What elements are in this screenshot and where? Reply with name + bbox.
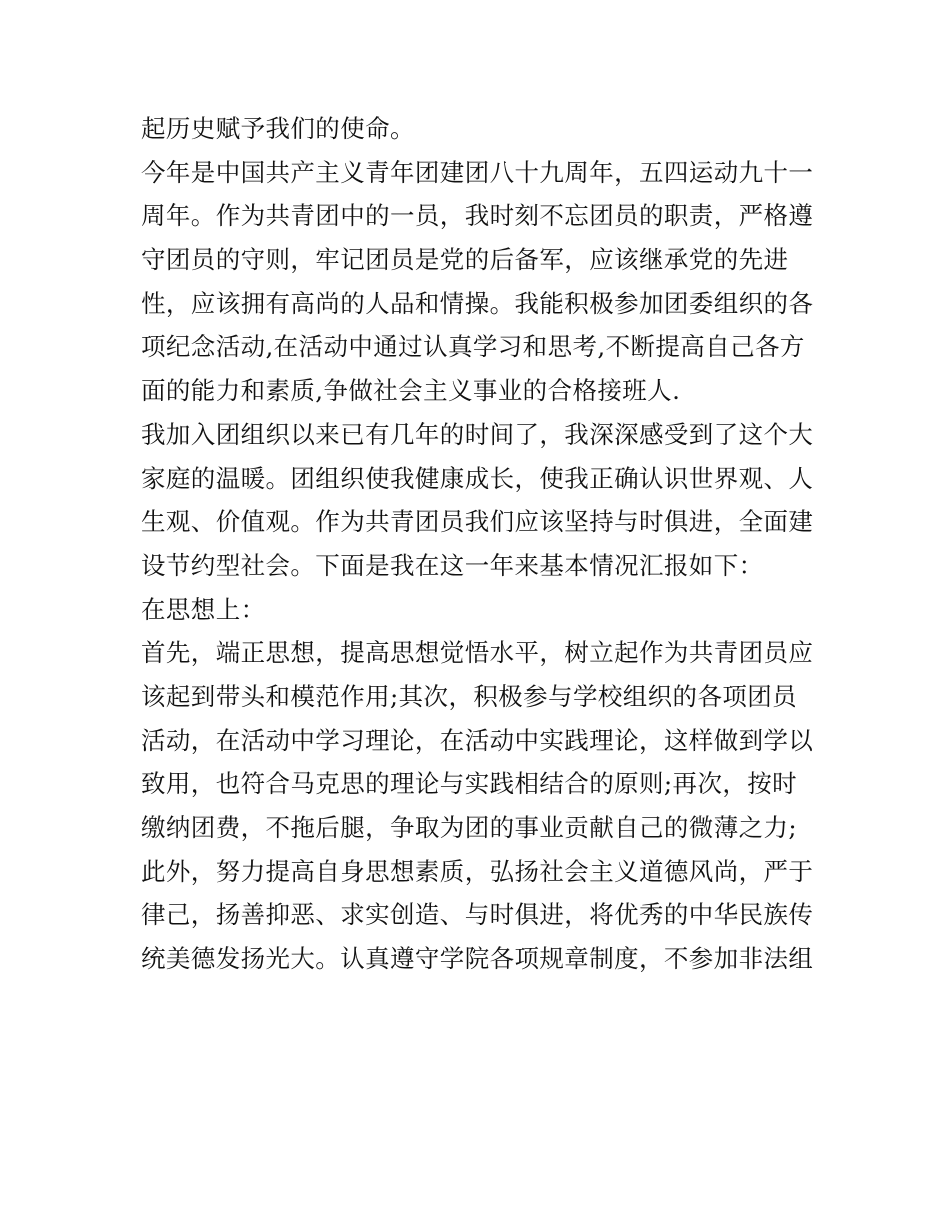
- text-line: 周年。作为共青团中的一员，我时刻不忘团员的职责，严格遵: [141, 201, 814, 231]
- text-line: 面的能力和素质,争做社会主义事业的合格接班人.: [141, 376, 681, 406]
- text-line: 活动，在活动中学习理论，在活动中实践理论，这样做到学以: [141, 725, 814, 755]
- text-line: 生观、价值观。作为共青团员我们应该坚持与时俱进，全面建: [141, 507, 814, 537]
- text-line: 守团员的守则，牢记团员是党的后备军，应该继承党的先进: [141, 245, 789, 275]
- text-line: 此外，努力提高自身思想素质，弘扬社会主义道德风尚，严于: [141, 856, 814, 886]
- text-line: 起历史赋予我们的使命。: [141, 114, 415, 143]
- text-line: 项纪念活动,在活动中通过认真学习和思考,不断提高自己各方: [141, 332, 805, 362]
- text-line: 该起到带头和模范作用;其次，积极参与学校组织的各项团员: [141, 681, 798, 711]
- text-line: 首先，端正思想，提高思想觉悟水平，树立起作为共青团员应: [141, 638, 814, 668]
- text-line: 家庭的温暖。团组织使我健康成长，使我正确认识世界观、人: [141, 463, 814, 493]
- text-line: 我加入团组织以来已有几年的时间了，我深深感受到了这个大: [141, 419, 814, 449]
- text-line: 设节约型社会。下面是我在这一年来基本情况汇报如下：: [141, 550, 764, 580]
- text-line: 律己，扬善抑恶、求实创造、与时俱进，将优秀的中华民族传: [141, 900, 814, 930]
- text-line: 缴纳团费，不拖后腿，争取为团的事业贡献自己的微薄之力;: [141, 813, 798, 842]
- document-body-text: [141, 107, 816, 981]
- text-line: 性，应该拥有高尚的人品和情操。我能积极参加团委组织的各: [141, 288, 814, 318]
- text-line: 今年是中国共产主义青年团建团八十九周年，五四运动九十一: [141, 157, 814, 187]
- section-heading: 在思想上：: [141, 594, 266, 624]
- text-line: 致用，也符合马克思的理论与实践相结合的原则;再次，按时: [141, 769, 798, 799]
- text-line: 统美德发扬光大。认真遵守学院各项规章制度，不参加非法组: [141, 944, 814, 974]
